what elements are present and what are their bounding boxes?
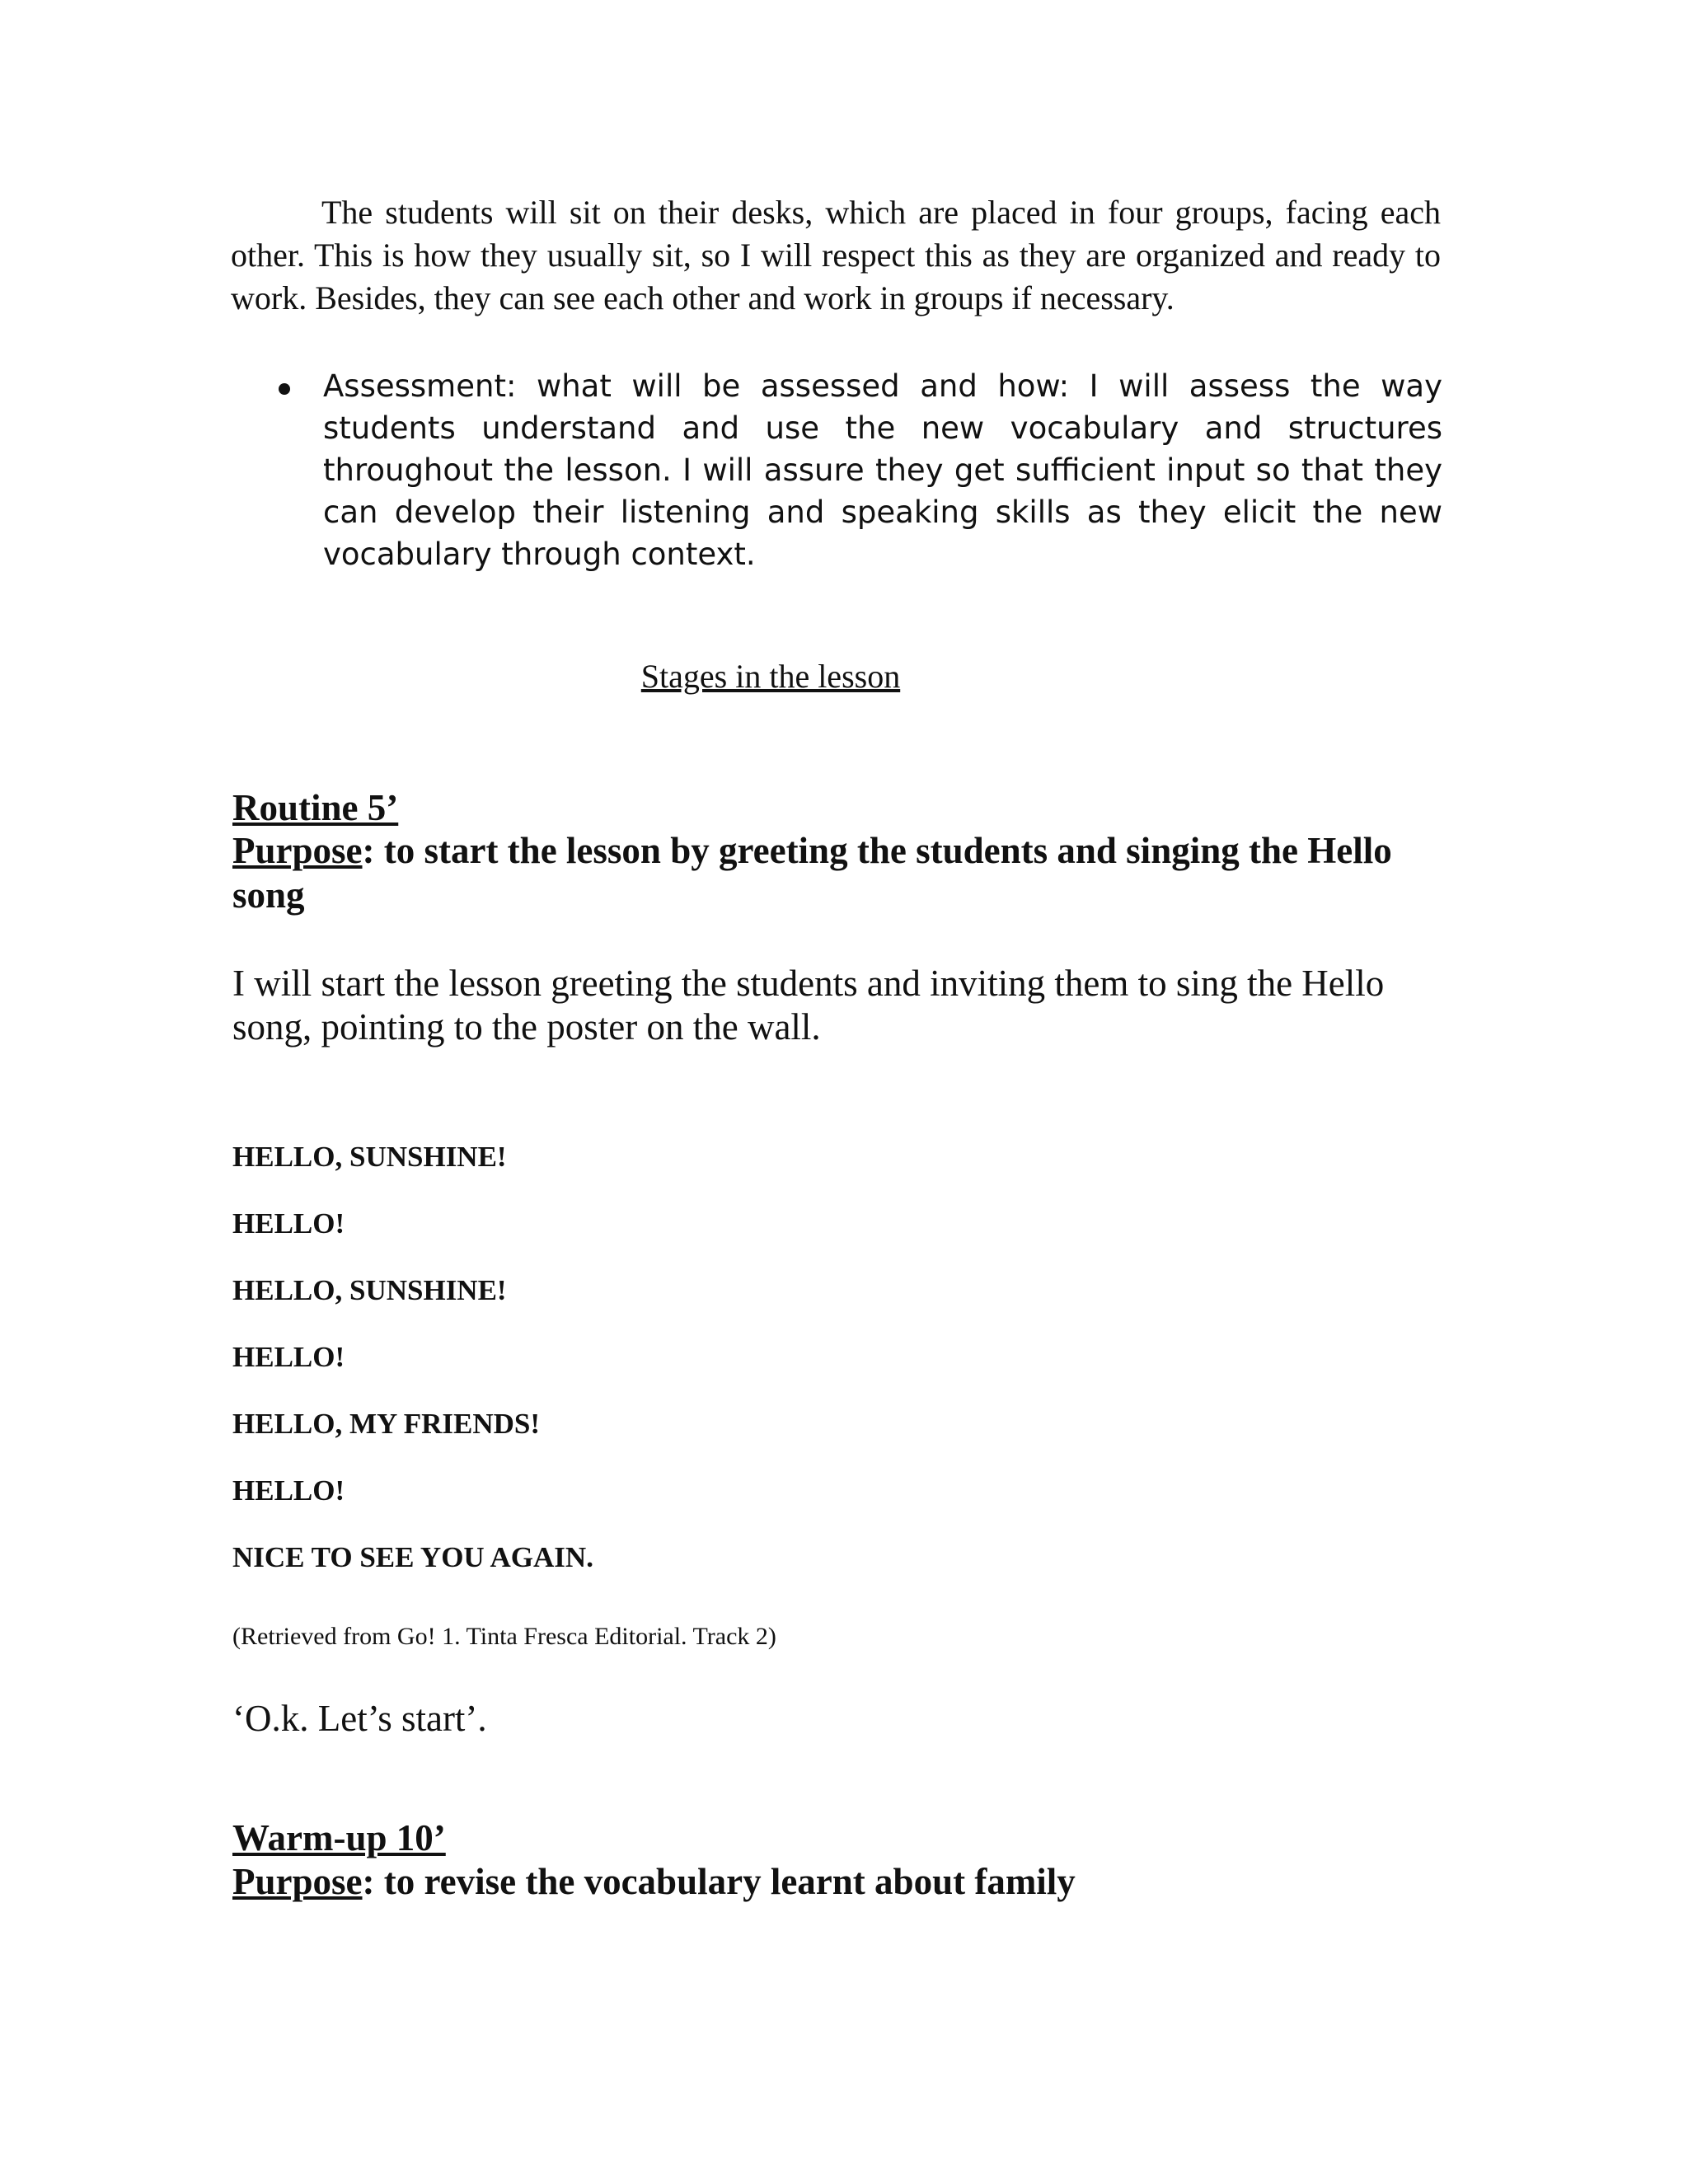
warmup-purpose [232, 1859, 1452, 1904]
song-lyrics [232, 1139, 593, 1606]
song-line: HELLO, SUNSHINE! [232, 1141, 507, 1173]
routine-body: I will start the lesson greeting the students and inviting them to sing the Hello song, pointing to the poster on the wall. [232, 963, 1385, 1047]
routine-purpose-text: : to start the lesson by greeting the students and singing the Hello song [232, 830, 1392, 916]
warmup-title: Warm-up 10’ [232, 1817, 446, 1858]
stages-heading: Stages in the lesson [640, 658, 901, 695]
warmup-purpose-label: Purpose [232, 1861, 363, 1902]
song-line: HELLO, SUNSHINE! [232, 1274, 507, 1306]
warmup-purpose-text: : to revise the vocabulary learnt about family [362, 1861, 1076, 1902]
song-line: HELLO! [232, 1207, 345, 1240]
routine-purpose-label: Purpose [232, 830, 363, 871]
song-line: NICE TO SEE YOU AGAIN. [232, 1541, 593, 1573]
assessment-bullet [272, 365, 1442, 575]
intro-paragraph: The students will sit on their desks, which are placed in four groups, facing each other. This is how they usually sit, so I will respect this as they are organized and ready to work. Besides, they can see each other and work in groups if necessary. [231, 194, 1441, 316]
song-line: HELLO! [232, 1341, 345, 1373]
song-line: HELLO, MY FRIENDS! [232, 1408, 541, 1440]
song-line: HELLO! [232, 1474, 345, 1507]
bullet-dot-icon [279, 383, 290, 395]
assessment-text: Assessment: what will be assessed and how: I will assess the way students understand and use the new vocabulary and structures throughout the lesson. I will assure they get sufficient input so that they can develop their listening and speaking skills as they elicit the new vocabulary through context. [323, 368, 1442, 572]
song-citation: (Retrieved from Go! 1. Tinta Fresca Editorial. Track 2) [232, 1623, 776, 1650]
routine-title: Routine 5’ [232, 787, 399, 828]
routine-purpose [232, 828, 1452, 917]
start-quote: ‘O.k. Let’s start’. [232, 1698, 487, 1739]
